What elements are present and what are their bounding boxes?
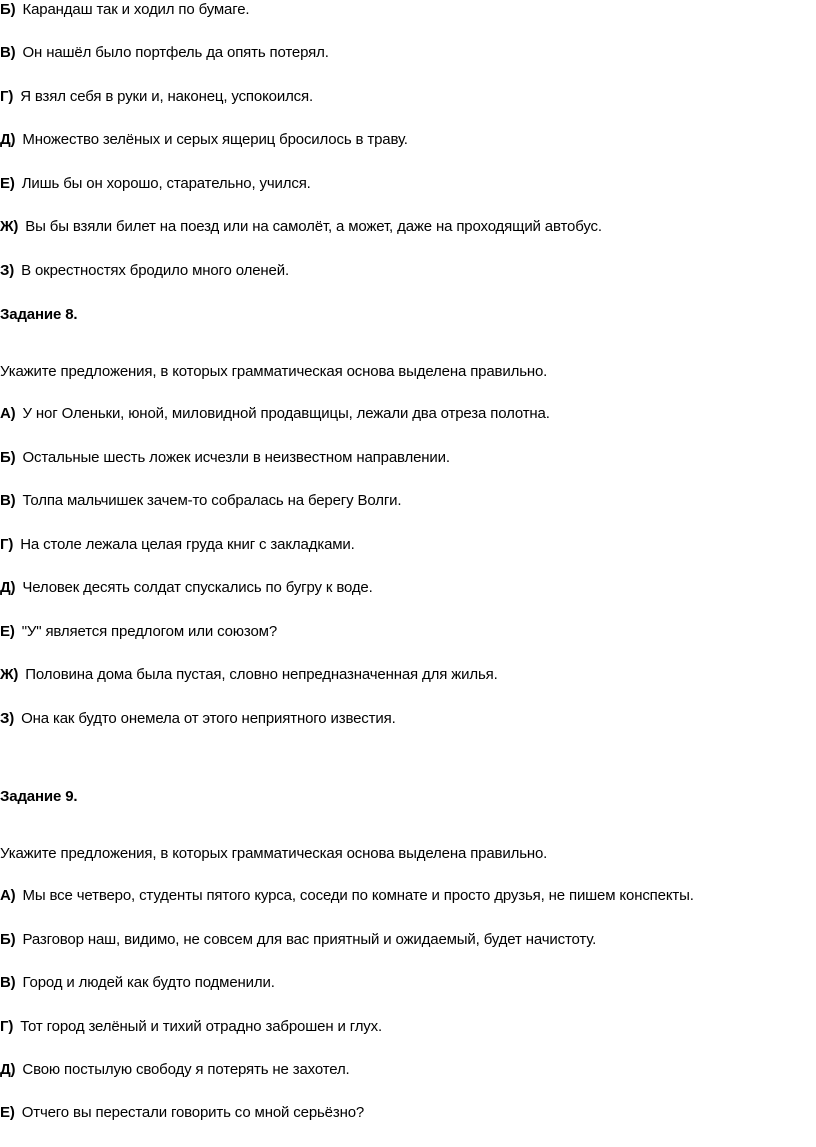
task-9-heading: Задание 9.: [0, 788, 78, 805]
item-text: Мы все четверо, студенты пятого курса, соседи по комнате и просто друзья, не пишем конспекты.: [22, 887, 694, 904]
item-text: Разговор наш, видимо, не совсем для вас приятный и ожидаемый, будет начистоту.: [22, 931, 597, 948]
item-label: Д): [0, 579, 16, 596]
item-text: Половина дома была пустая, словно непредназначенная для жилья.: [25, 666, 498, 683]
item-label: Е): [0, 1104, 15, 1121]
item-text: Я взял себя в руки и, наконец, успокоился.: [20, 88, 314, 105]
item-label: В): [0, 44, 16, 61]
item-label: Г): [0, 88, 14, 105]
item-text: Отчего вы перестали говорить со мной серьёзно?: [21, 1104, 365, 1121]
item-label: Б): [0, 1, 16, 18]
list-item: [0, 131, 408, 149]
item-label: Б): [0, 931, 16, 948]
list-item: [0, 623, 277, 641]
item-label: Г): [0, 1018, 14, 1035]
item-text: У ног Оленьки, юной, миловидной продавщицы, лежали два отреза полотна.: [22, 405, 550, 422]
item-text: Множество зелёных и серых ящериц бросилось в траву.: [22, 131, 408, 148]
item-label: Ж): [0, 666, 19, 683]
item-label: З): [0, 710, 15, 727]
item-text: Она как будто онемела от этого неприятного известия.: [21, 710, 396, 727]
item-text: Карандаш так и ходил по бумаге.: [22, 1, 250, 18]
list-item: [0, 44, 329, 62]
task-8-heading: Задание 8.: [0, 306, 78, 323]
list-item: [0, 262, 289, 280]
item-label: В): [0, 492, 16, 509]
list-item: [0, 666, 498, 684]
list-item: [0, 218, 602, 236]
item-label: А): [0, 405, 16, 422]
list-item: [0, 974, 275, 992]
item-label: Б): [0, 449, 16, 466]
item-label: Е): [0, 175, 15, 192]
item-text: Лишь бы он хорошо, старательно, учился.: [21, 175, 311, 192]
list-item: [0, 1, 249, 19]
item-label: Д): [0, 131, 16, 148]
item-text: Он нашёл было портфель да опять потерял.: [22, 44, 329, 61]
item-text: Остальные шесть ложек исчезли в неизвестном направлении.: [22, 449, 450, 466]
item-label: З): [0, 262, 15, 279]
item-text: Город и людей как будто подменили.: [22, 974, 275, 991]
list-item: [0, 405, 550, 423]
task-8-instruction: Укажите предложения, в которых грамматическая основа выделена правильно.: [0, 363, 548, 380]
list-item: [0, 449, 450, 467]
item-text: Вы бы взяли билет на поезд или на самолёт, а может, даже на проходящий автобус.: [25, 218, 602, 235]
list-item: [0, 1061, 350, 1079]
item-text: В окрестностях бродило много оленей.: [21, 262, 289, 279]
item-text: На столе лежала целая груда книг с закладками.: [20, 536, 355, 553]
item-text: Человек десять солдат спускались по бугру к воде.: [22, 579, 373, 596]
list-item: [0, 1018, 382, 1036]
item-label: А): [0, 887, 16, 904]
item-label: Е): [0, 623, 15, 640]
item-label: Д): [0, 1061, 16, 1078]
list-item: [0, 710, 396, 728]
item-text: "У" является предлогом или союзом?: [21, 623, 278, 640]
list-item: [0, 88, 313, 106]
item-text: Толпа мальчишек зачем-то собралась на берегу Волги.: [22, 492, 402, 509]
item-text: Свою постылую свободу я потерять не захотел.: [22, 1061, 350, 1078]
list-item: [0, 887, 694, 905]
list-item: [0, 579, 373, 597]
list-item: [0, 536, 355, 554]
item-text: Тот город зелёный и тихий отрадно заброшен и глух.: [20, 1018, 383, 1035]
item-label: В): [0, 974, 16, 991]
list-item: [0, 175, 311, 193]
item-label: Ж): [0, 218, 19, 235]
item-label: Г): [0, 536, 14, 553]
list-item: [0, 931, 596, 949]
list-item: [0, 492, 401, 510]
list-item: [0, 1104, 364, 1122]
task-9-instruction: Укажите предложения, в которых грамматическая основа выделена правильно.: [0, 845, 548, 862]
